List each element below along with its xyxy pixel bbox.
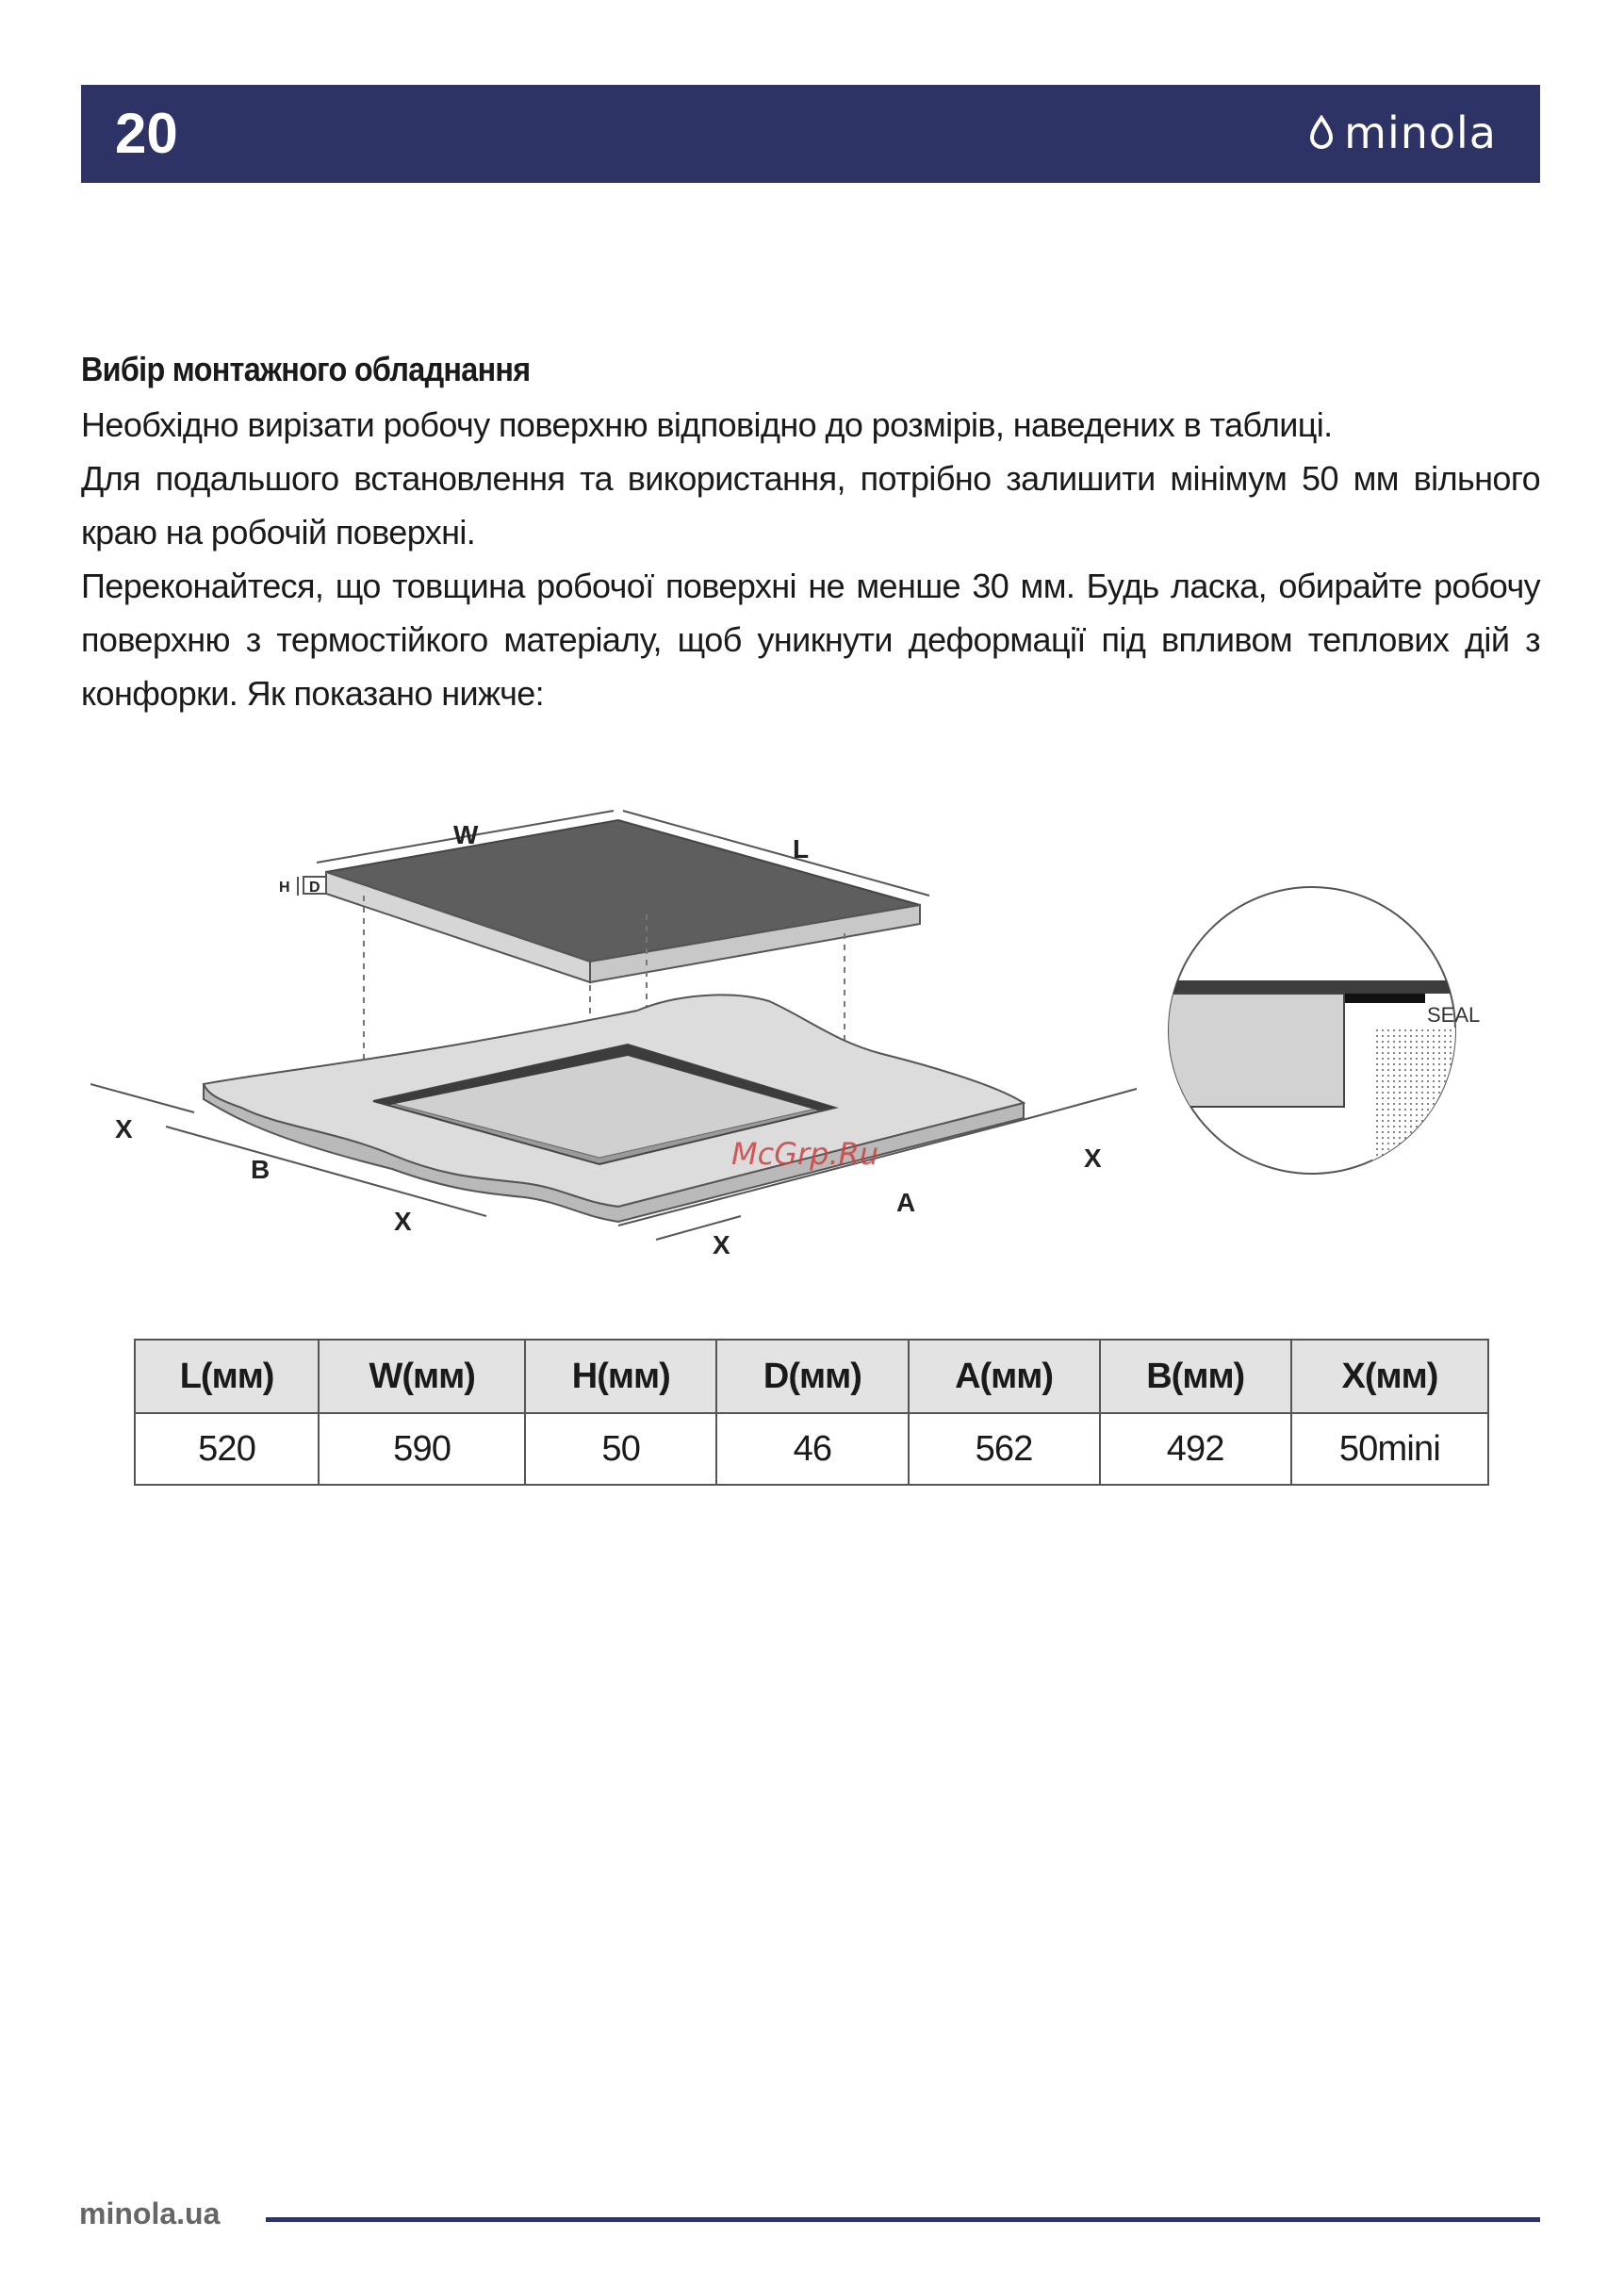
- col-header-h: H(мм): [525, 1340, 716, 1413]
- label-d: D: [309, 880, 320, 896]
- col-header-l: L(мм): [135, 1340, 319, 1413]
- watermark: McGrp.Ru: [731, 1136, 879, 1172]
- paragraph-1: Необхідно вирізати робочу поверхню відповідно до розмірів, наведених в таблиці.: [81, 405, 1333, 444]
- label-l: L: [793, 834, 810, 864]
- col-header-d: D(мм): [716, 1340, 908, 1413]
- paragraph-3: Переконайтеся, що товщина робочої поверхні не менше 30 мм. Будь ласка, обирайте робочу поверхню з термостійкого матеріалу, щоб уникнути деформації під впливом теплових дій з конфорки. Як показано нижче:: [81, 567, 1540, 713]
- label-x-right: X: [1084, 1144, 1102, 1173]
- table-header-row: [135, 1340, 1488, 1413]
- page-number: 20: [115, 102, 178, 165]
- cell-b: 492: [1100, 1413, 1291, 1485]
- cell-d: 46: [716, 1413, 908, 1485]
- installation-diagram: [90, 801, 1542, 1273]
- dimensions-table: [134, 1339, 1489, 1486]
- label-seal: SEAL: [1427, 1003, 1481, 1027]
- brand-name: minola: [1344, 107, 1497, 158]
- brand-logo: [1308, 107, 1497, 158]
- col-header-b: B(мм): [1100, 1340, 1291, 1413]
- table-row: [135, 1413, 1488, 1485]
- footer-website: minola.ua: [79, 2197, 221, 2230]
- paragraph-2: Для подальшого встановлення та використання, потрібно залишити мінімум 50 мм вільного краю на робочій поверхні.: [81, 459, 1540, 551]
- label-h: H: [279, 880, 290, 896]
- cell-h: 50: [525, 1413, 716, 1485]
- section-content: [81, 347, 1540, 720]
- cell-x: 50mini: [1291, 1413, 1488, 1485]
- label-b: B: [251, 1155, 271, 1184]
- col-header-w: W(мм): [319, 1340, 525, 1413]
- col-header-a: A(мм): [909, 1340, 1100, 1413]
- cell-a: 562: [909, 1413, 1100, 1485]
- label-x-bottom: X: [713, 1230, 730, 1259]
- cell-w: 590: [319, 1413, 525, 1485]
- footer-divider: [266, 2217, 1540, 2222]
- drop-icon: [1308, 115, 1335, 151]
- cell-l: 520: [135, 1413, 319, 1485]
- label-x-bottom-left: X: [394, 1207, 412, 1236]
- section-title: Вибір монтажного обладнання: [81, 350, 531, 388]
- col-header-x: X(мм): [1291, 1340, 1488, 1413]
- label-a: A: [896, 1188, 916, 1217]
- label-x-left: X: [115, 1114, 133, 1144]
- label-w: W: [453, 820, 479, 849]
- page-header: [81, 85, 1540, 183]
